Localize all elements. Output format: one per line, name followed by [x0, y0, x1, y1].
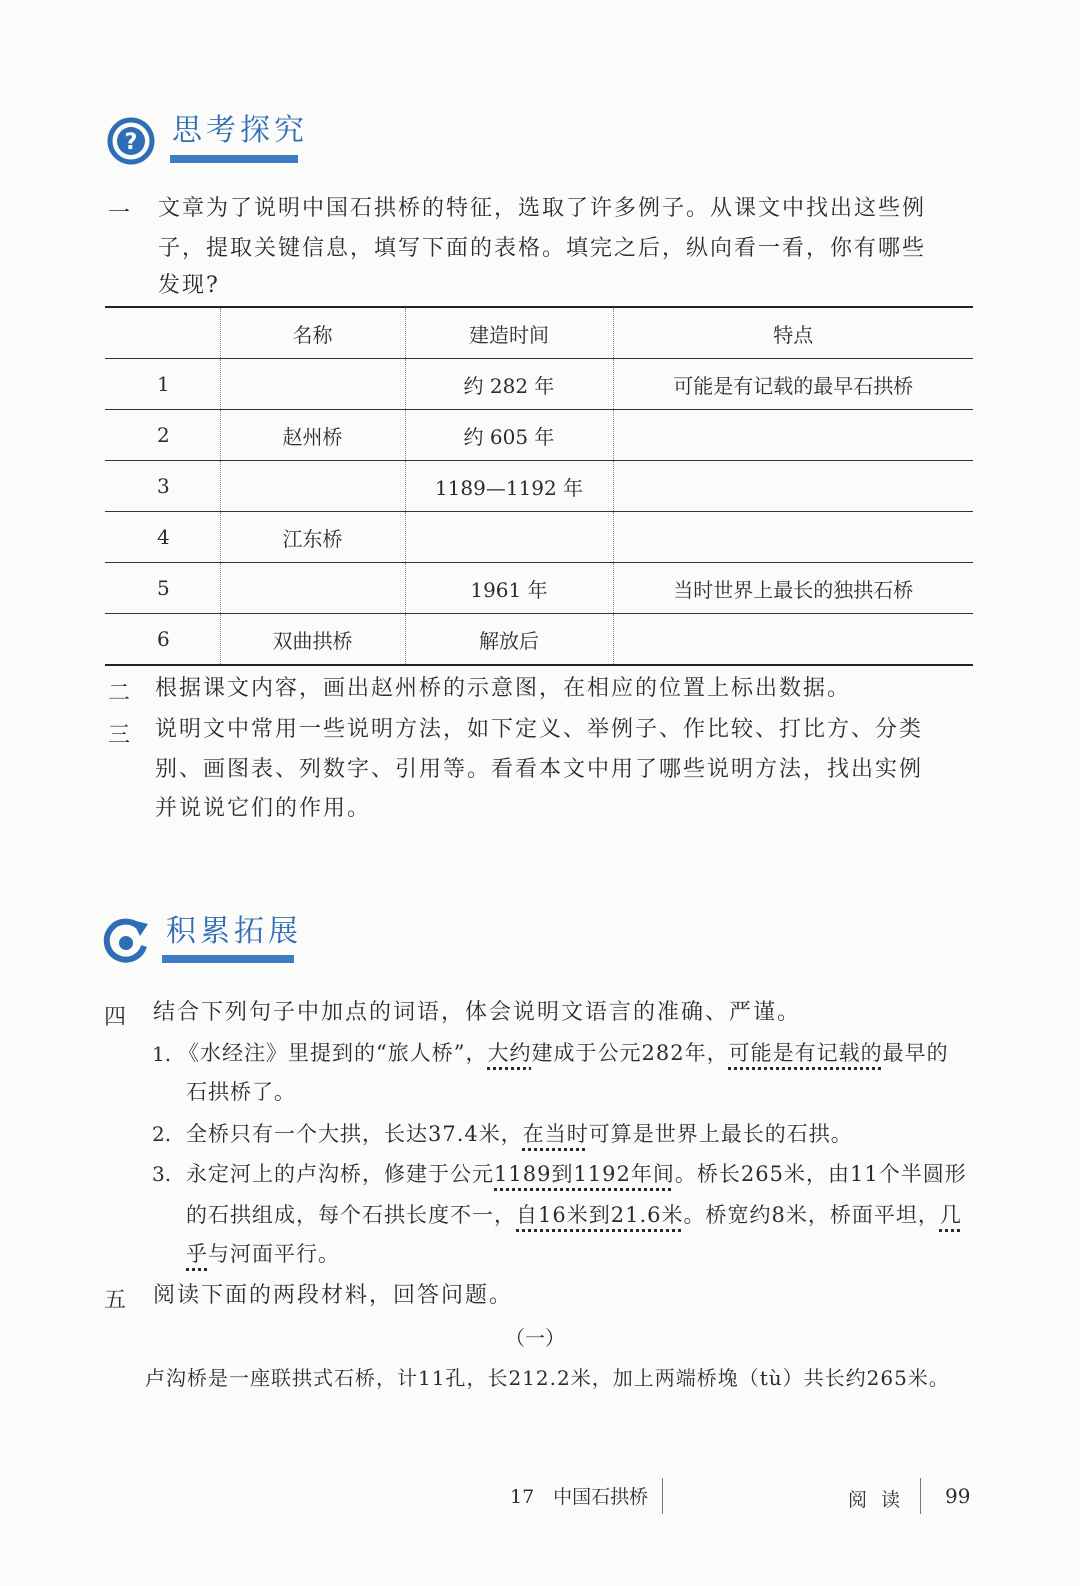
footer-lesson: 17 中国石拱桥	[510, 1486, 649, 1508]
table-header	[105, 307, 220, 359]
question-number: 一	[108, 201, 131, 226]
section-title: 思考探究	[172, 113, 308, 148]
table-cell: 解放后	[405, 614, 613, 666]
material-paragraph: 卢沟桥是一座联拱式石桥，计11孔，长212.2米，加上两端桥堍（tù）共长约265米。	[145, 1366, 950, 1390]
table-cell: 4	[105, 512, 220, 563]
table-row	[105, 563, 973, 614]
table-cell	[220, 359, 405, 410]
table-row	[105, 512, 973, 563]
table-row	[105, 614, 973, 666]
item-number: 1.	[152, 1042, 172, 1066]
footer-divider	[662, 1478, 663, 1514]
table-cell: 1189—1192 年	[405, 461, 613, 512]
svg-text:?: ?	[124, 130, 138, 155]
question-number: 四	[104, 1005, 127, 1030]
item-number: 3.	[152, 1162, 172, 1186]
item-number: 2.	[152, 1122, 172, 1146]
section-title: 积累拓展	[166, 914, 302, 949]
table-cell	[405, 512, 613, 563]
table-cell: 双曲拱桥	[220, 614, 405, 666]
page-number: 99	[945, 1484, 971, 1508]
question-line: 并说说它们的作用。	[155, 796, 372, 821]
table-cell	[613, 461, 973, 512]
table-cell: 6	[105, 614, 220, 666]
question-line: 子，提取关键信息，填写下面的表格。填完之后，纵向看一看，你有哪些	[158, 236, 927, 261]
question-text: 阅读下面的两段材料，回答问题。	[153, 1283, 514, 1308]
table-cell: 3	[105, 461, 220, 512]
question-number: 三	[108, 723, 131, 748]
bridge-table	[105, 306, 973, 666]
table-row	[105, 461, 973, 512]
question-line: 说明文中常用一些说明方法，如下定义、举例子、作比较、打比方、分类	[155, 717, 924, 742]
table-cell: 约 605 年	[405, 410, 613, 461]
table-cell: 约 282 年	[405, 359, 613, 410]
table-header: 建造时间	[405, 307, 613, 359]
title-underline	[162, 955, 294, 963]
title-underline	[170, 155, 298, 163]
table-row	[105, 359, 973, 410]
table-cell	[220, 461, 405, 512]
question-line: 发现?	[158, 273, 220, 298]
question-line: 别、画图表、列数字、引用等。看看本文中用了哪些说明方法，找出实例	[155, 757, 924, 782]
table-cell: 可能是有记载的最早石拱桥	[613, 359, 973, 410]
table-cell	[613, 614, 973, 666]
item-line: 《水经注》里提到的“旅人桥”，大约建成于公元282年，可能是有记载的最早的	[178, 1041, 949, 1065]
question-text: 结合下列句子中加点的词语，体会说明文语言的准确、严谨。	[153, 1000, 802, 1025]
item-line: 石拱桥了。	[186, 1080, 296, 1104]
table-cell: 赵州桥	[220, 410, 405, 461]
table-cell	[220, 563, 405, 614]
footer-divider	[920, 1478, 921, 1514]
question-line: 文章为了说明中国石拱桥的特征，选取了许多例子。从课文中找出这些例	[158, 196, 927, 221]
question-number: 二	[108, 681, 131, 706]
table-cell: 当时世界上最长的独拱石桥	[613, 563, 973, 614]
question-icon	[106, 116, 156, 166]
item-line: 乎与河面平行。	[186, 1242, 340, 1266]
material-subheading: （一）	[505, 1326, 565, 1350]
table-cell	[613, 512, 973, 563]
table-row	[105, 410, 973, 461]
table-header: 特点	[613, 307, 973, 359]
table-cell: 1961 年	[405, 563, 613, 614]
table-cell: 1	[105, 359, 220, 410]
table-cell: 5	[105, 563, 220, 614]
question-number: 五	[104, 1288, 127, 1313]
table-header: 名称	[220, 307, 405, 359]
table-cell	[613, 410, 973, 461]
circular-arrow-icon	[100, 916, 152, 968]
question-text: 根据课文内容，画出赵州桥的示意图，在相应的位置上标出数据。	[155, 676, 852, 701]
table-cell: 江东桥	[220, 512, 405, 563]
item-line: 全桥只有一个大拱，长达37.4米，在当时可算是世界上最长的石拱。	[186, 1122, 853, 1146]
footer-category: 阅 读	[848, 1489, 905, 1511]
table-cell: 2	[105, 410, 220, 461]
item-line: 永定河上的卢沟桥，修建于公元1189到1192年间。桥长265米，由11个半圆形	[186, 1162, 967, 1186]
item-line: 的石拱组成，每个石拱长度不一，自16米到21.6米。桥宽约8米，桥面平坦，几	[186, 1203, 962, 1227]
table-header-row	[105, 307, 973, 359]
